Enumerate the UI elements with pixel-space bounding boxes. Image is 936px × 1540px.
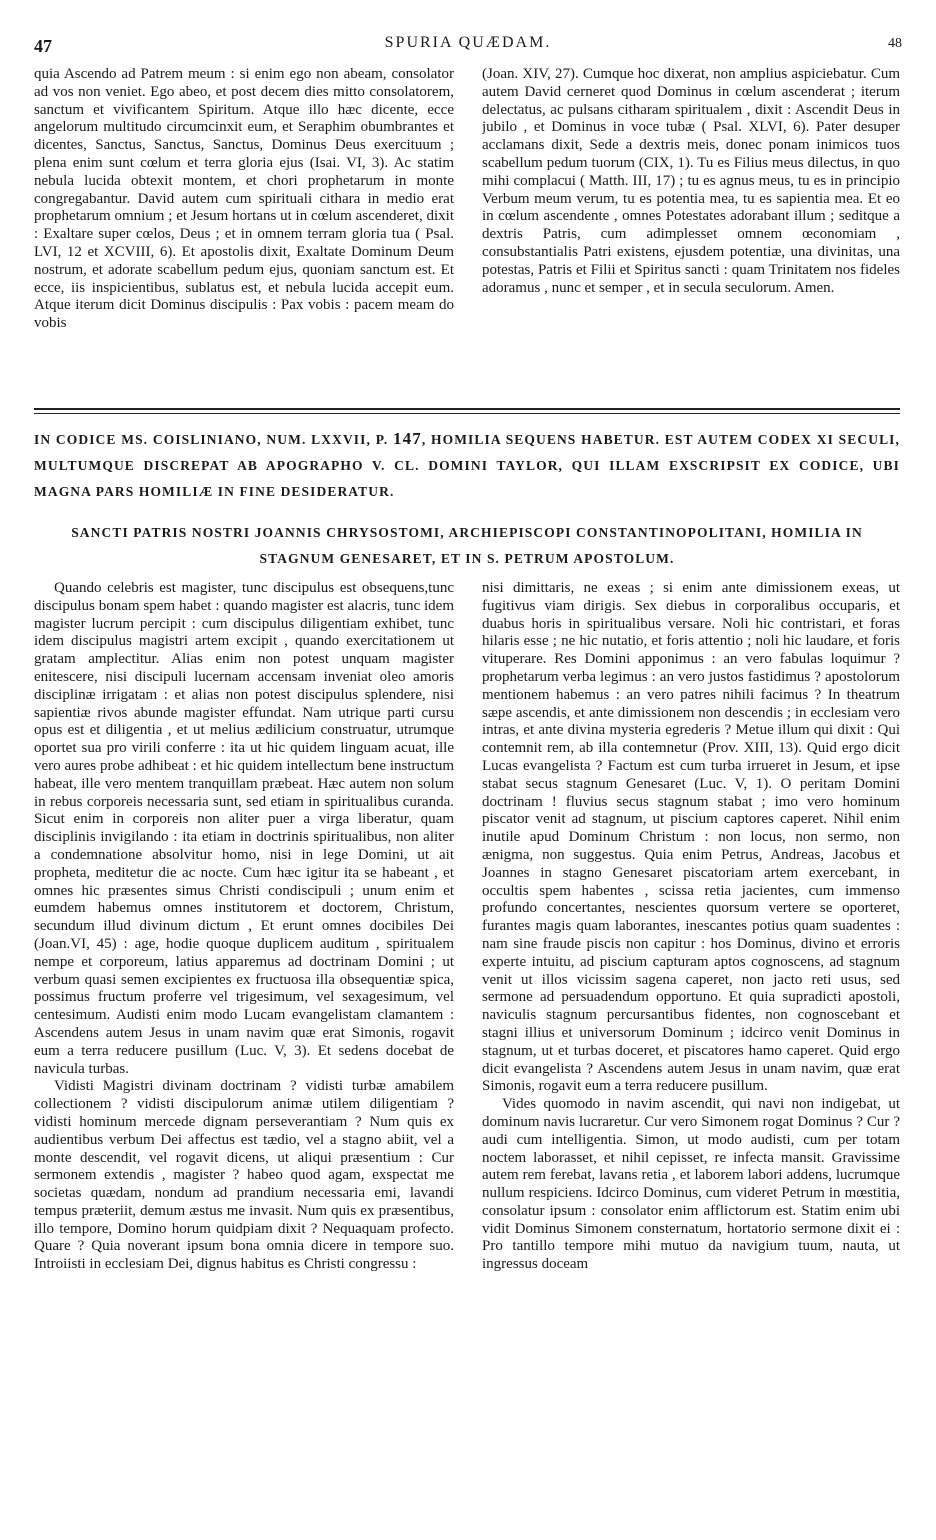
paragraph: Vides quomodo in navim ascendit, qui navi non indigebat, ut dominum navis lucraretur. Cur vero Simonem rogat Dominus ? Cur ? audi cum intelligentia. Simon, ut modo audisti, cum per totam noctem laborasset, et nihil cepisset, re infecta mansit. Gravissime autem rem ferebat, lavans retia , et laborem labori addens, lucrumque nullum respiciens. Idcirco Dominus, cum videret Petrum in mœstitia, consolatur ipsum : consolator enim afflictorum est. Statim enim ubi vidit Dominus Simonem consternatum, hortatorio sermone dixit ei : Pro tantillo tempore mihi mutuo da navigium tuum, nauta, ut ingressus doceam — [482, 1096, 900, 1273]
notice-text-end: , HOMILIA SEQUENS HABETUR. EST AUTEM CODEX XI SECULI, MULTUMQUE DISCREPAT AB APOGRAPHO V. CL. DOMINI TAYLOR, QUI ILLAM EXSCRIPSIT EX CODICE, UBI MAGNA PARS HOMILIÆ IN FINE DESIDERATUR. — [34, 432, 901, 499]
top-left-column — [34, 66, 454, 392]
paragraph: quia Ascendo ad Patrem meum : si enim ego non abeam, consolator ad vos non veniet. Ego abeo, et post decem dies mitto consolatorem, sanctum et vivificantem Spiritum. Atque illo hæc dicente, ecce angelorum multitudo circumcinxit eum, et Seraphim obumbrantes et dicentes, Sanctus, Sanctus, Sanctus, Dominus Deus exercituum ; plena enim sunt cœlum et terra gloria ejus (Isai. VI, 3). Ac statim nebula lucida obtexit montem, et chori prophetarum in monte congregabantur. David autem cum spirituali cithara in medio erat prophetarum omnium ; et Jesum hortans ut in cœlum ascenderet, dixit : Exaltare super cœlos, Deus ; et in omnem terram gloria tua ( Psal. LVI, 12 et XCVIII, 6). Et apostolis dixit, Exaltate Dominum Deum nostrum, et adorate scabellum pedum ejus, quoniam sanctum est. Et ecce, iis inspicientibus, sublatus est, et nebula lucida accepit eum. Atque iterum dicit Dominus discipulis : Pax vobis : pacem meam do vobis — [34, 66, 454, 332]
bottom-right-column — [482, 580, 900, 1510]
page-header — [34, 30, 902, 58]
paragraph: (Joan. XIV, 27). Cumque hoc dixerat, non amplius aspiciebatur. Cum autem David cerneret quod Dominus in cœlum ascenderat ; iterum delectatus, ac pulsans citharam spiritualem , dixit : Ascendit Deus in jubilo , et Dominus in voce tubæ ( Psal. XLVI, 6). Pater desuper acclamans dixit, Sede a dextris meis, donec ponam inimicos tuos scabellum pedum tuorum (CIX, 1). Tu es Filius meus dilectus, in quo mihi complacui ( Matth. III, 17) ; tu es agnus meus, tu es in principio Verbum meum verum, tu es potentia mea, tu es sapientia mea. Et eo in cœlum ascendente , omnes Potestates adorabant illum ; seditque a dextris Patris, cum adimplesset omnem œconomiam , consubstantialis Patri existens, ejusdem potentiæ, una divinitas, una potestas, Patris et Filii et Spiritus sancti : quam Trinitatem nos fideles adoramus , nunc et semper , et in secula seculorum. Amen. — [482, 66, 900, 296]
page-number-left: 47 — [34, 36, 52, 56]
notice-text-start: IN CODICE MS. COISLINIANO, NUM. LXXVII, P. — [34, 432, 394, 447]
paragraph: Vidisti Magistri divinam doctrinam ? vidisti turbæ amabilem collectionem ? vidisti discipulorum animæ utilem diligentiam ? vidisti hominum mercede dignam perseverantiam ? Num quis ex audientibus verbum Dei affectus est tædio, vel a stagno abiit, vel a monte descendit, vel rogavit dicens, ut aliqui præsentium : Cur sermonem extendis , magister ? habeo quod agam, exspectat me societas quædam, nondum ad prandium necessaria emi, lavandi tempus præteriit, demum æstus me invasit. Num quis ex præsentibus, illo tempore, Domino horum quidpiam dixit ? Nequaquam profecto. Quare ? Quia noverant ipsum bona omnia dicere in tempore suo. Introiisti in ecclesiam Dei, dignus habitus es Christi congressu : — [34, 1078, 454, 1273]
section-divider — [34, 408, 900, 410]
notice-page-number: 147 — [393, 429, 422, 448]
page-number-right: 48 — [888, 36, 902, 51]
codex-notice — [34, 426, 900, 505]
top-right-column — [482, 66, 900, 392]
paragraph: Quando celebris est magister, tunc discipulus est obsequens,tunc discipulus bonam spem habet : quando magister est alacris, tunc idem magister lucrum percipit : cum discipulus diligentiam exhibet, tunc idem discipulus magistri artem excipit , quando exercitationem ut gratam amplectitur. Alias enim non potest unquam magister enitescere, nisi discipuli lucernam accensam inveniat oleo amoris disciplinæ irrigatam : et alias non potest discipulus splendere, nisi sapientiæ rivos abunde magister effundat. Nam utrique parti cursu opus est et diligentia , et ut melius ædilicium construatur, utrumque oportet sua pro virili conferre : ita ut hic quidem linguam acuat, ille vero aures probe adhibeat : et hic quidem intellectum bene instructum habeat, ille vero mentem tranquillam præbeat. Hæc autem non solum in rebus corporeis necessaria sunt, sed etiam in spiritualibus curanda. Sicut enim in corporeis non aliter puer a virga liberatur, quam disciplinis invigilando : ita etiam in doctrinis spiritualibus, non aliter a condemnatione absolvitur homo, nisi in lege Domini, ut ait propheta, meditetur die ac nocte. Cum hæc igitur ita se habeant , et omnes hic præsentes simus Christi condiscipuli ; unum enim et eumdem habemus omnes institutorem et doctorem, Christum, secundum illud divinum dictum , Et erunt omnes docibiles Dei (Joan.VI, 45) : age, hodie quoque duplicem auditum , spiritualem nempe et corporeum, latius apparemus ad doctrinam Domini ; ut verbum quasi semen excipientes ex fructuosa illa obsequentiæ spica, possimus fructum proferre vel trigesimum, vel sexagesimum, vel centesimum. Audisti enim modo Lucam evangelistam clamantem : Ascendens autem Jesus in unam navim quæ erat Simonis, rogavit eum a terra reducere pusillum (Luc. V, 3). Et sedens docebat de navicula turbas. — [34, 580, 454, 1077]
paragraph: nisi dimittaris, ne exeas ; si enim ante dimissionem exeas, ut fugitivus viam dirigis. Sex diebus in corporalibus occuparis, et duabus horis in spiritualibus versare. Noli hic contristari, et foras hilaris esse ; ne hic nutatio, et foris attentio ; noli hic laudare, et foris vituperare. Res Domini apponimus : an vero fabulas loquimur ? prophetarum verba legimus : an vero justos fastidimus ? apostolorum mentionem habemus : an vero patres nihili facimus ? In theatrum sæpe ascendis, et ante dimissionem non descendis ; in ecclesiam vero intras, et ante divina mysteria egrederis ? Metue illum qui dixit : Qui contemnit rem, ab illa contemnetur (Prov. XIII, 13). Quid ergo dicit Lucas evangelista ? Factum est cum turba irrueret in Jesum, et ipse stabat secus stagnum Genesaret (Luc. V, 1). O peritam Domini doctrinam ! fluvius secus stagnum stabat ; imo vero hominum piscator venit ad stagnum, ut piscium captores caperet. Nihil enim inutile apud Dominum Christum : non locus, non sermo, non ænigma, non suggestus. Quia enim Petrus, Andreas, Jacobus et Joannes in stagno Genesaret piscatoriam artem exercebant, in occultis spem habentes , scissa retia jacientes, cum immenso profundo concertantes, nescientes quorsum vertere se oporteret, furantes magis quam laborantes, inescantes potius quam suadentes : nam sine fraude piscis non capitur : hos Dominus, divino et erroris experte intuitu, ad piscium capturam aptos cognoscens, ad stagnum venit ut illos vicissim sagena caperet, non jacto reti usus, sed sermone ad persuadendum opportuno. Et quia supradicti apostoli, naviculis stagnum percursantibus fidentes, non cognoscebant et stagni illius et universorum Dominum ; idcirco venit Dominus in stagnum, ut et turbas doceret, et piscatores hamo caperet. Quid ergo dicit evangelista ? Ascendens autem Jesus in unam navim, quæ erat Simonis, rogavit eum a terra reducere pusillum. — [482, 580, 900, 1095]
running-title: SPURIA QUÆDAM. — [384, 34, 552, 51]
bottom-left-column — [34, 580, 454, 1510]
homily-title: SANCTI PATRIS NOSTRI JOANNIS CHRYSOSTOMI, ARCHIEPISCOPI CONSTANTINOPOLITANI, HOMILIA IN STAGNUM GENESARET, ET IN S. PETRUM APOSTOLUM. — [71, 525, 863, 566]
